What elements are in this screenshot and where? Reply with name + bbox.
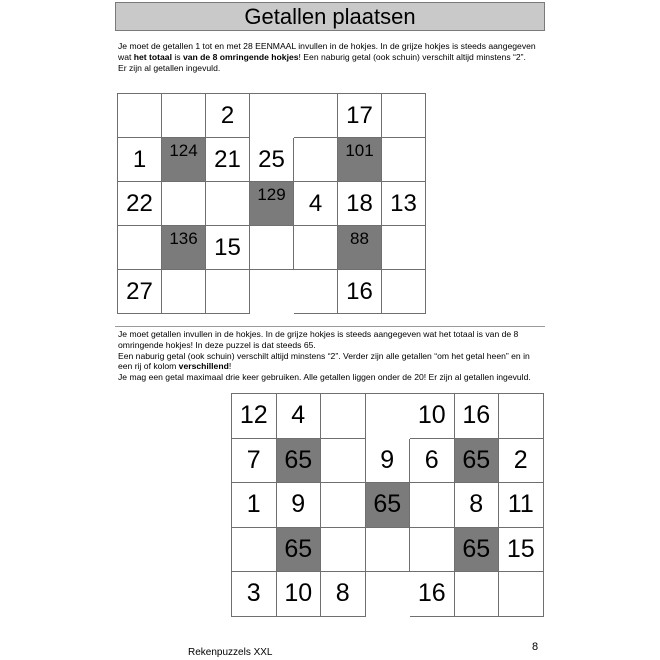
intro-paragraph-2 [118, 329, 543, 383]
grid-cell[interactable] [294, 226, 338, 270]
grid-cell[interactable]: 4 [277, 394, 322, 439]
grid-cell[interactable]: 4 [294, 182, 338, 226]
grid-cell[interactable]: 7 [232, 439, 277, 484]
footer-book-title: Rekenpuzzels XXL [188, 647, 273, 658]
grid-cell[interactable]: 6 [410, 439, 455, 484]
grid-cell[interactable] [366, 528, 411, 573]
grid-cell[interactable] [321, 528, 366, 573]
grid-cell[interactable] [410, 483, 455, 528]
grid-cell[interactable]: 10 [410, 394, 455, 439]
grid-cell[interactable]: 21 [206, 138, 250, 182]
grid-cell[interactable]: 13 [382, 182, 426, 226]
intro1-bold-2: van de 8 omringende hokjes [182, 51, 299, 62]
grid-cell[interactable]: 27 [118, 270, 162, 314]
grid-cell[interactable] [294, 270, 338, 314]
grid-cell[interactable]: 16 [410, 572, 455, 617]
grid-cell[interactable]: 10 [277, 572, 322, 617]
empty-gap [250, 94, 294, 138]
grey-total-cell: 88 [338, 226, 382, 270]
intro1-text-3: ! Een naburig getal (ook schuin) verschilt altijd minstens “2”. [298, 51, 526, 62]
grid-cell[interactable] [206, 270, 250, 314]
grid-cell[interactable]: 15 [206, 226, 250, 270]
grid-cell[interactable] [232, 528, 277, 573]
grid-cell[interactable] [382, 226, 426, 270]
grey-total-cell: 136 [162, 226, 206, 270]
empty-gap [366, 572, 411, 617]
grey-total-cell: 65 [277, 528, 322, 573]
intro2-text-1: Je moet getallen invullen in de hokjes. In de grijze hokjes is steeds aangegeven wat het totaal is van de 8 omringende hokjes! In deze puzzel is dat steeds 65. [118, 329, 519, 350]
grey-total-cell: 65 [366, 483, 411, 528]
grid-cell[interactable]: 22 [118, 182, 162, 226]
grid-cell[interactable] [321, 394, 366, 439]
grid-cell[interactable]: 16 [338, 270, 382, 314]
grid-cell[interactable]: 1 [232, 483, 277, 528]
grid-cell[interactable] [455, 572, 500, 617]
grid-cell[interactable] [499, 394, 544, 439]
page-title: Getallen plaatsen [244, 3, 416, 29]
grid-cell[interactable]: 1 [118, 138, 162, 182]
grid-cell[interactable] [382, 94, 426, 138]
grid-cell[interactable]: 17 [338, 94, 382, 138]
page-number: 8 [532, 641, 539, 653]
grey-total-cell: 101 [338, 138, 382, 182]
grid-cell[interactable] [118, 226, 162, 270]
grid-cell[interactable] [162, 270, 206, 314]
grid-cell[interactable] [382, 270, 426, 314]
grey-total-cell: 65 [455, 439, 500, 484]
grid-cell[interactable]: 2 [206, 94, 250, 138]
intro1-text-4: Er zijn al getallen ingevuld. [118, 62, 221, 73]
grid-cell[interactable] [321, 483, 366, 528]
empty-gap [250, 270, 294, 314]
grid-cell[interactable] [321, 439, 366, 484]
grid-cell[interactable] [118, 94, 162, 138]
grid-cell[interactable] [294, 138, 338, 182]
intro2-text-2: Een naburig getal (ook schuin) verschilt altijd minstens “2”. Verder zijn alle getallen “om het getal heen” en in een rij of kolom [118, 350, 530, 372]
intro1-text-1: Je moet de getallen 1 tot en met 28 EENMAAL invullen in de hokjes. In de grijze hokjes is steeds aangegeven wat [118, 41, 536, 62]
empty-gap [366, 394, 411, 439]
puzzle-grid-1 [117, 93, 426, 314]
puzzle-grid-2 [231, 393, 544, 617]
intro-paragraph-1 [118, 41, 543, 73]
title-banner [115, 2, 545, 31]
intro2-bold-1: verschillend [178, 361, 229, 372]
grid-cell[interactable]: 8 [321, 572, 366, 617]
grid-cell[interactable] [382, 138, 426, 182]
grid-cell[interactable] [294, 94, 338, 138]
section-divider [115, 326, 545, 327]
grid-cell[interactable]: 15 [499, 528, 544, 573]
grid-cell[interactable] [250, 226, 294, 270]
grid-cell[interactable]: 18 [338, 182, 382, 226]
grid-cell[interactable] [499, 572, 544, 617]
grid-cell[interactable]: 2 [499, 439, 544, 484]
grid-cell[interactable]: 8 [455, 483, 500, 528]
grid-cell[interactable]: 11 [499, 483, 544, 528]
grid-cell[interactable]: 12 [232, 394, 277, 439]
grid-cell[interactable]: 25 [250, 138, 294, 182]
grid-cell[interactable] [410, 528, 455, 573]
grey-total-cell: 65 [277, 439, 322, 484]
grey-total-cell: 129 [250, 182, 294, 226]
grid-cell[interactable] [206, 182, 250, 226]
intro2-text-4: Je mag een getal maximaal drie keer gebruiken. Alle getallen liggen onder de 20! Er zijn al getallen ingevuld. [118, 372, 531, 383]
intro1-bold-1: het totaal [133, 51, 172, 62]
grey-total-cell: 124 [162, 138, 206, 182]
grid-cell[interactable]: 9 [277, 483, 322, 528]
grid-cell[interactable]: 9 [366, 439, 411, 484]
grey-total-cell: 65 [455, 528, 500, 573]
grid-cell[interactable]: 16 [455, 394, 500, 439]
grid-cell[interactable] [162, 182, 206, 226]
grid-cell[interactable] [162, 94, 206, 138]
grid-cell[interactable]: 3 [232, 572, 277, 617]
intro2-text-3: ! [228, 361, 232, 372]
intro1-text-2: is [171, 51, 183, 62]
